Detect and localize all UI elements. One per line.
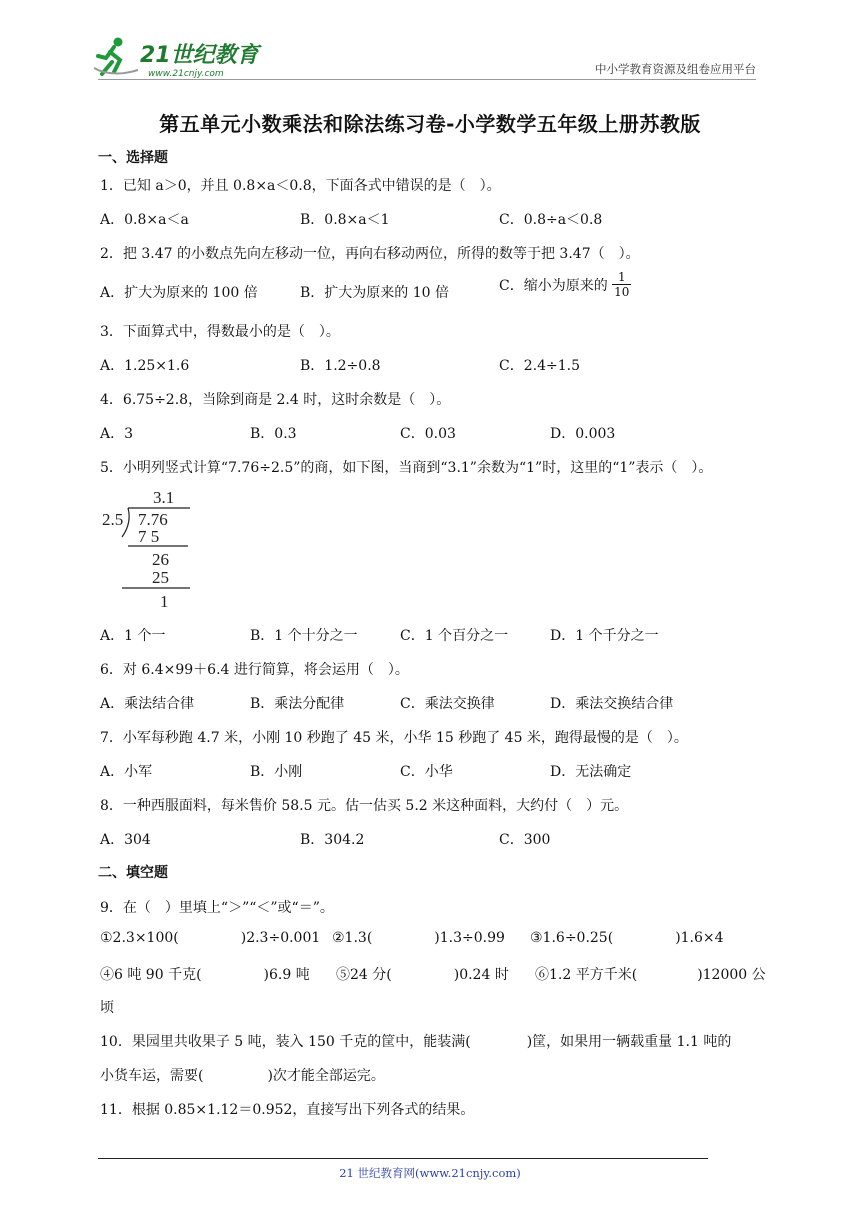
header-divider (98, 79, 756, 80)
q9-item-1: ①2.3×100( )2.3÷0.001 (100, 930, 321, 946)
q9-item-6-wrap: 顷 (100, 1000, 114, 1016)
q9-item-3: ③1.6÷0.25( )1.6×4 (530, 930, 724, 946)
division-step1: 7 5 (138, 527, 160, 546)
q8-option-a: A．304 (100, 832, 151, 848)
question-3: 3．下面算式中，得数最小的是（ ）。 (100, 324, 340, 340)
q5-option-d: D．1 个千分之一 (550, 628, 659, 644)
q5-option-a: A．1 个一 (100, 628, 166, 644)
question-7: 7．小军每秒跑 4.7 米，小刚 10 秒跑了 45 米，小华 15 秒跑了 45 米，跑得最慢的是（ ）。 (100, 730, 688, 746)
division-divisor: 2.5 (102, 510, 124, 529)
q4-option-c: C．0.03 (400, 426, 456, 442)
q6-option-b: B．乘法分配律 (250, 696, 345, 712)
site-logo (92, 32, 262, 82)
q2-option-b: B．扩大为原来的 10 倍 (300, 285, 450, 301)
q4-option-a: A．3 (100, 426, 134, 442)
section-heading-choice: 一、选择题 (98, 150, 168, 166)
q5-option-c: C．1 个百分之一 (400, 628, 509, 644)
logo-runner-icon (92, 32, 262, 82)
q4-option-d: D．0.003 (550, 426, 616, 442)
q8-option-b: B．304.2 (300, 832, 365, 848)
question-10-line1: 10．果园里共收果子 5 吨，装入 150 千克的筐中，能装满( )筐，如果用一辆载重量 1.1 吨的 (100, 1034, 732, 1050)
q1-option-b: B．0.8×a＜1 (300, 212, 390, 228)
question-10-line2: 小货车运，需要( )次才能全部运完。 (100, 1068, 385, 1084)
q7-option-d: D．无法确定 (550, 764, 632, 780)
q1-option-c: C．0.8÷a＜0.8 (499, 212, 603, 228)
q5-option-b: B．1 个十分之一 (250, 628, 358, 644)
q1-option-a: A．0.8×a＜a (100, 212, 189, 228)
q6-option-c: C．乘法交换律 (400, 696, 495, 712)
section-heading-fill: 二、填空题 (98, 865, 168, 881)
division-remainder2: 1 (160, 592, 169, 611)
q9-item-6: ⑥1.2 平方千米( )12000 公 (535, 967, 766, 983)
q6-option-a: A．乘法结合律 (100, 696, 195, 712)
q2-option-c: C．缩小为原来的 $\frac{1}{10}$ (499, 270, 630, 299)
question-9: 9．在（ ）里填上“＞”“＜”或“＝”。 (100, 900, 334, 916)
q3-option-a: A．1.25×1.6 (100, 358, 190, 374)
division-step2: 25 (152, 568, 169, 587)
page-title: 第五单元小数乘法和除法练习卷-小学数学五年级上册苏教版 (159, 112, 701, 136)
question-6: 6．对 6.4×99＋6.4 进行简算，将会运用（ ）。 (100, 662, 409, 678)
q9-item-4: ④6 吨 90 千克( )6.9 吨 (100, 967, 310, 983)
footer-divider (98, 1158, 708, 1159)
svg-text:21世纪教育: 21世纪教育 (140, 43, 259, 68)
footer-link[interactable]: 21 世纪教育网(www.21cnjy.com) (339, 1166, 521, 1180)
q4-option-b: B．0.3 (250, 426, 297, 442)
q9-item-2: ②1.3( )1.3÷0.99 (332, 930, 505, 946)
question-4: 4．6.75÷2.8，当除到商是 2.4 时，这时余数是（ ）。 (100, 392, 451, 408)
long-division-figure (100, 487, 200, 615)
question-2: 2．把 3.47 的小数点先向左移动一位，再向右移动两位，所得的数等于把 3.47（ ）。 (100, 246, 640, 262)
q2-option-a: A．扩大为原来的 100 倍 (100, 285, 258, 301)
question-11: 11．根据 0.85×1.12＝0.952，直接写出下列各式的结果。 (100, 1102, 475, 1118)
q8-option-c: C．300 (499, 832, 551, 848)
q7-option-c: C．小华 (400, 764, 453, 780)
question-8: 8．一种西服面料，每米售价 58.5 元。估一估买 5.2 米这种面料，大约付（ ）元。 (100, 798, 629, 814)
question-5: 5．小明列竖式计算“7.76÷2.5”的商，如下图，当商到“3.1”余数为“1”时，这里的“1”表示（ ）。 (100, 460, 713, 476)
q7-option-b: B．小刚 (250, 764, 303, 780)
division-quotient: 3.1 (153, 488, 175, 507)
question-1: 1．已知 a＞0，并且 0.8×a＜0.8，下面各式中错误的是（ ）。 (100, 178, 501, 194)
q3-option-b: B．1.2÷0.8 (300, 358, 381, 374)
q7-option-a: A．小军 (100, 764, 153, 780)
q9-item-5: ⑤24 分( )0.24 时 (336, 967, 509, 983)
division-dividend: 7.76 (138, 510, 168, 529)
q3-option-c: C．2.4÷1.5 (499, 358, 580, 374)
q6-option-d: D．乘法交换结合律 (550, 696, 674, 712)
division-remainder1: 26 (152, 550, 169, 569)
fraction-one-tenth: $\frac{1}{10}$ (614, 270, 630, 299)
svg-text:www.21cnjy.com: www.21cnjy.com (148, 69, 224, 79)
platform-name: 中小学教育资源及组卷应用平台 (595, 62, 756, 76)
